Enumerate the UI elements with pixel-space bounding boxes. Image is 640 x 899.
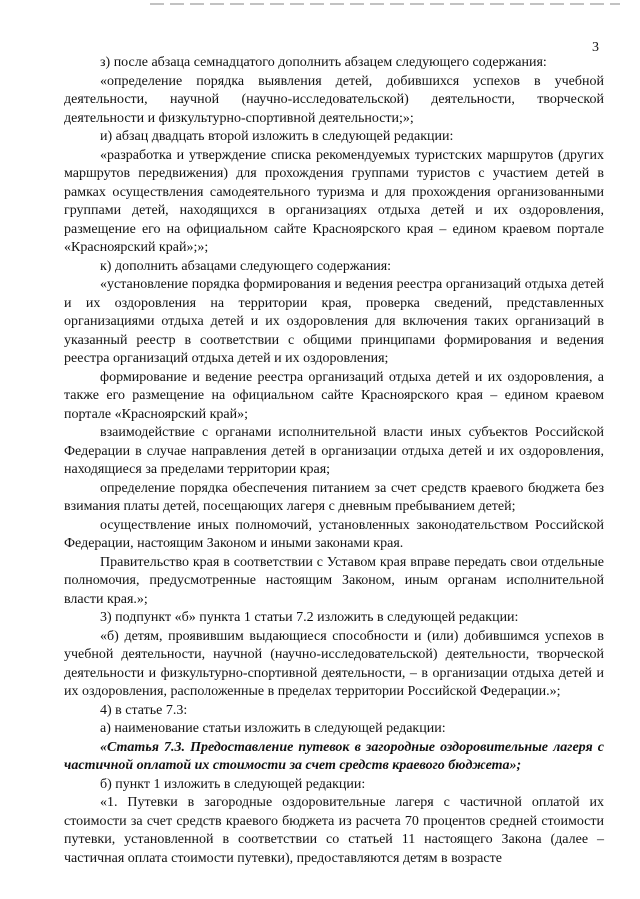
paragraph: «разработка и утверждение списка рекомендуемых туристских маршрутов (других маршрутов передвижения) для прохождения группами туристов с участием детей в рамках осуществления самодеятельного туризма и для прохождения организованными группами детей, находящихся в организациях отдыха детей и их оздоровления, размещение его на официальном сайте Красноярского края – едином краевом портале «Красноярский край»;»; bbox=[64, 147, 604, 255]
scan-edge-artifact bbox=[150, 3, 620, 5]
document-body bbox=[64, 54, 604, 868]
paragraph: «установление порядка формирования и ведения реестра организаций отдыха детей и их оздоровления на территории края, проверка сведений, представленных организациями отдыха детей и их оздоровления для включения таких организаций в указанный реестр в соответствии с общими принципами формирования и ведения реестра организаций отдыха детей и их оздоровления; bbox=[64, 277, 604, 366]
paragraph: определение порядка обеспечения питанием за счет средств краевого бюджета без взимания платы детей, посещающих лагеря с дневным пребыванием детей; bbox=[64, 480, 604, 514]
paragraph: 3) подпункт «б» пункта 1 статьи 7.2 изложить в следующей редакции: bbox=[100, 610, 519, 625]
paragraph: «1. Путевки в загородные оздоровительные лагеря с частичной оплатой их стоимости за счет средств краевого бюджета из расчета 70 процентов средней стоимости путевки, установленной в соответствии со статьей 11 настоящего Закона (далее – частичная оплата стоимости путевки), предоставляются детям в возрасте bbox=[64, 795, 604, 866]
page-number: 3 bbox=[592, 40, 599, 55]
paragraph: «определение порядка выявления детей, добившихся успехов в учебной деятельности, научной (научно-исследовательской) деятельности, творческой деятельности и физкультурно-спортивной деятельности;»; bbox=[64, 73, 604, 126]
paragraph: осуществление иных полномочий, установленных законодательством Российской Федерации, настоящим Законом и иными законами края. bbox=[64, 517, 604, 551]
article-heading: «Статья 7.3. Предоставление путевок в загородные оздоровительные лагеря с частичной оплатой их стоимости за счет средств краевого бюджета»; bbox=[64, 739, 604, 773]
paragraph: формирование и ведение реестра организаций отдыха детей и их оздоровления, а также его размещение на официальном сайте Красноярского края – едином краевом портале «Красноярский край»; bbox=[64, 369, 604, 422]
paragraph: б) пункт 1 изложить в следующей редакции: bbox=[100, 776, 366, 792]
paragraph: Правительство края в соответствии с Уставом края вправе передать свои отдельные полномочия, предусмотренные настоящим Законом, иным органам исполнительной власти края.»; bbox=[64, 554, 604, 607]
paragraph: 4) в статье 7.3: bbox=[100, 702, 188, 718]
paragraph: взаимодействие с органами исполнительной власти иных субъектов Российской Федерации в случае направления детей в организации отдыха детей и их оздоровления, находящиеся за пределами территории края; bbox=[64, 425, 604, 477]
paragraph: к) дополнить абзацами следующего содержания: bbox=[100, 258, 392, 274]
paragraph: «б) детям, проявившим выдающиеся способности и (или) добившимся успехов в учебной деятельности, научной (научно-исследовательской) деятельности, творческой деятельности и физкультурно-спортивной деятельности, – в организации отдыха детей и их оздоровления, расположенные в пределах территории Российской Федерации.»; bbox=[64, 628, 604, 699]
paragraph: а) наименование статьи изложить в следующей редакции: bbox=[100, 721, 446, 736]
paragraph: з) после абзаца семнадцатого дополнить абзацем следующего содержания: bbox=[100, 55, 547, 70]
paragraph: и) абзац двадцать второй изложить в следующей редакции: bbox=[100, 129, 454, 144]
